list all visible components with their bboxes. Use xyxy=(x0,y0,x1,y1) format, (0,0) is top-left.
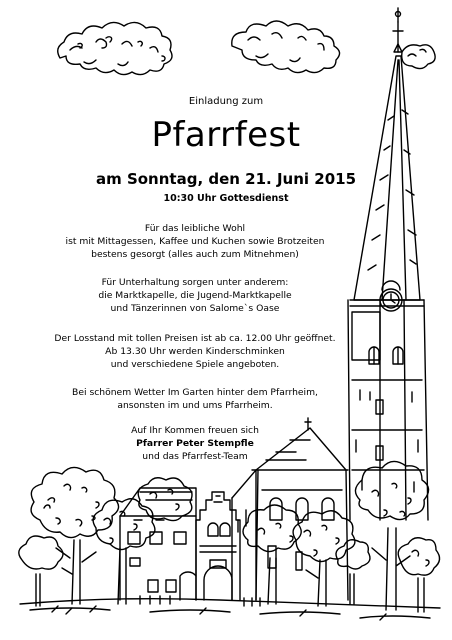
entertainment-line: Für Unterhaltung sorgen unter anderem: xyxy=(101,277,289,288)
closing-line: Auf Ihr Kommen freuen sich xyxy=(131,425,259,436)
entertainment-line: und Tänzerinnen von Salome`s Oase xyxy=(110,303,280,315)
section-weather xyxy=(40,386,350,412)
food-line: bestens gesorgt (alles auch zum Mitnehmen) xyxy=(91,249,299,261)
section-closing xyxy=(40,424,350,464)
lottery-line: und verschiedene Spiele angeboten. xyxy=(110,359,280,371)
section-lottery xyxy=(40,332,350,372)
food-line: Für das leibliche Wohl xyxy=(144,223,246,234)
lottery-line: Der Losstand mit tollen Preisen ist ab ca. 12.00 Uhr geöffnet. xyxy=(54,333,336,344)
cloud-right xyxy=(232,21,435,73)
invitation-line: Einladung zum xyxy=(188,96,264,107)
gatehouse xyxy=(196,492,240,600)
lottery-line: Ab 13.30 Uhr werden Kinderschminken xyxy=(105,346,285,358)
weather-line: ansonsten im und ums Pfarrheim. xyxy=(117,400,273,412)
food-line: ist mit Mittagessen, Kaffee und Kuchen sowie Brotzeiten xyxy=(65,236,325,248)
signer-name: Pfarrer Peter Stempfle xyxy=(136,438,254,450)
church-tower xyxy=(348,8,428,520)
service-line: 10:30 Uhr Gottesdienst xyxy=(163,193,289,204)
entertainment-line: die Marktkapelle, die Jugend-Marktkapelle xyxy=(98,290,292,302)
parish-building xyxy=(120,488,196,600)
ground xyxy=(20,596,440,620)
section-entertainment xyxy=(40,276,350,316)
date-line: am Sonntag, den 21. Juni 2015 xyxy=(95,170,357,188)
section-food xyxy=(40,222,350,262)
closing-line: und das Pfarrfest-Team xyxy=(142,451,248,463)
weather-line: Bei schönem Wetter Im Garten hinter dem Pfarrheim, xyxy=(72,387,318,398)
page-title: Pfarrfest xyxy=(151,115,301,155)
cloud-left xyxy=(58,22,172,74)
trees xyxy=(19,461,440,612)
